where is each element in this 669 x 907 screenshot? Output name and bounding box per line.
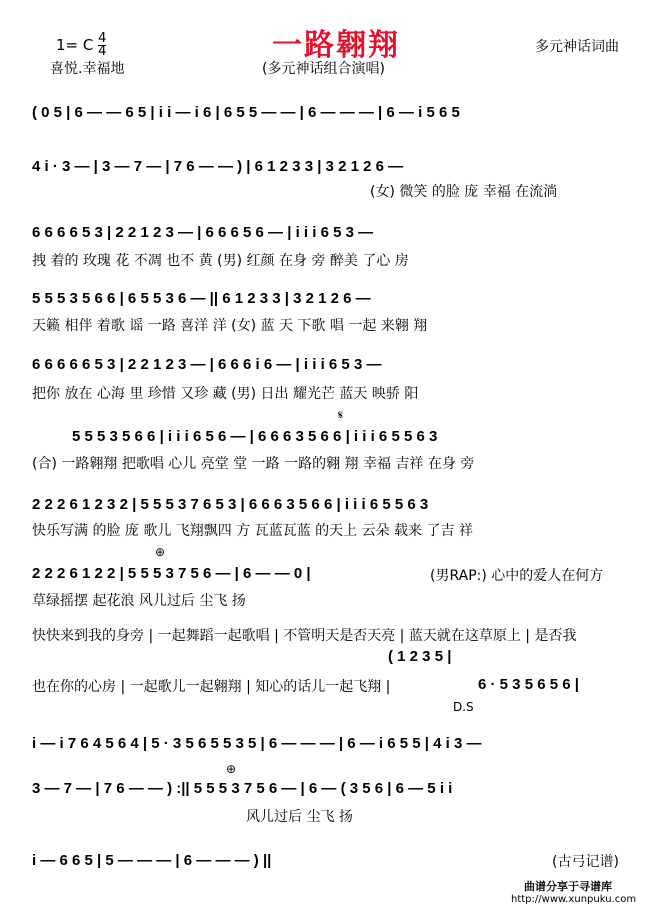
score-row-8-notes: 2 2 2 6 1 2 2 | 5 5 5 3 7 5 6 — | 6 — — 0 | xyxy=(32,565,311,582)
score-row-3-lyric: 拽 着的 玫瑰 花 不凋 也不 黄 (男) 红颜 在身 旁 醉美 了心 房 xyxy=(32,253,409,269)
site-url: http://www.xunpuku.com xyxy=(511,894,637,905)
score-row-5-lyric: 把你 放在 心海 里 珍惜 又珍 藏 (男) 日出 耀光芒 蓝天 映骄 阳 xyxy=(32,386,419,402)
score-row-3-notes: 6 6 6 6 5 3 | 2 2 1 2 3 — | 6 6 6 5 6 — | i i i 6 5 3 — xyxy=(32,224,374,241)
key-label: 1= C xyxy=(56,36,94,54)
performer-credit: (多元神话组合演唱) xyxy=(262,61,385,77)
rap-line-1: 快快来到我的身旁 | 一起舞蹈一起歌唱 | 不管明天是否天亮 | 蓝天就在这草原上 | 是否我 xyxy=(32,628,577,644)
score-row-8-rap: (男RAP:) 心中的爱人在何方 xyxy=(430,568,604,584)
ds-mark: D.S xyxy=(453,700,474,714)
rap-line-2-notes: 6 · 5 3 5 6 5 6 | xyxy=(478,676,579,693)
mood-marking: 喜悦.幸福地 xyxy=(50,61,125,77)
key-signature xyxy=(56,33,106,58)
score-row-6-notes: 5 5 5 3 5 6 6 | i i i 6 5 6 — | 6 6 6 3 5 6 6 | i i i 6 5 5 6 3 xyxy=(72,428,438,445)
page-title: 一路翱翔 xyxy=(272,28,400,63)
score-row-2-notes: 4 i · 3 — | 3 — 7 — | 7 6 — — ) | 6 1 2 3 3 | 3 2 1 2 6 — xyxy=(32,158,404,175)
score-row-7-lyric: 快乐写满 的脸 庞 歌儿 飞翔飘四 方 瓦蓝瓦蓝 的天上 云朵 载来 了吉 祥 xyxy=(32,523,473,539)
segno-mark: 𝄋 xyxy=(338,408,344,422)
composer-credit: 多元神话词曲 xyxy=(535,39,619,55)
score-row-13-notes: i — 6 6 5 | 5 — — — | 6 — — — ) || xyxy=(32,852,272,869)
time-signature: $\frac{4}{4}$ xyxy=(98,31,107,59)
score-row-8-lyric: 草绿摇摆 起花浪 风儿过后 尘飞 扬 xyxy=(32,593,246,609)
score-row-1-notes: ( 0 5 | 6 — — 6 5 | i i — i 6 | 6 5 5 — — | 6 — — — | 6 — i 5 6 5 xyxy=(32,104,460,121)
score-row-4-lyric: 天籁 相伴 着歌 谣 一路 喜洋 洋 (女) 蓝 天 下歌 唱 一起 来翱 翔 xyxy=(32,318,428,334)
score-row-12-notes: 3 — 7 — | 7 6 — — ) :|| 5 5 5 3 7 5 6 — | 6 — ( 3 5 6 | 6 — 5 i i xyxy=(32,780,453,797)
rap-bracket-notes: ( 1 2 3 5 | xyxy=(388,648,452,665)
score-row-4-notes: 5 5 5 3 5 6 6 | 6 5 5 3 6 — || 6 1 2 3 3 | 3 2 1 2 6 — xyxy=(32,290,371,307)
score-row-5-notes: 6 6 6 6 6 5 3 | 2 2 1 2 3 — | 6 6 6 i 6 — | i i i 6 5 3 — xyxy=(32,356,382,373)
score-row-11-notes: i — i 7 6 4 5 6 4 | 5 · 3 5 6 5 5 3 5 | 6 — — — | 6 — i 6 5 5 | 4 i 3 — xyxy=(32,735,482,752)
transcriber-credit: (古弓记谱) xyxy=(552,854,619,870)
coda-mark-1: ⊕ xyxy=(155,545,166,559)
score-row-12-lyric: 风儿过后 尘飞 扬 xyxy=(246,809,353,825)
score-row-6-lyric: (合) 一路翱翔 把歌唱 心儿 亮堂 堂 一路 一路的翱 翔 幸福 吉祥 在身 旁 xyxy=(32,456,475,472)
coda-mark-2: ⊕ xyxy=(226,762,237,776)
share-text: 曲谱分享于寻谱库 xyxy=(524,880,612,893)
rap-line-2: 也在你的心房 | 一起歌儿一起翱翔 | 知心的话儿一起飞翔 | xyxy=(32,679,391,695)
score-row-7-notes: 2 2 2 6 1 2 3 2 | 5 5 5 3 7 6 5 3 | 6 6 6 3 5 6 6 | i i i 6 5 5 6 3 xyxy=(32,496,429,513)
score-row-2-lyric: (女) 微笑 的脸 庞 幸福 在流淌 xyxy=(370,184,558,200)
